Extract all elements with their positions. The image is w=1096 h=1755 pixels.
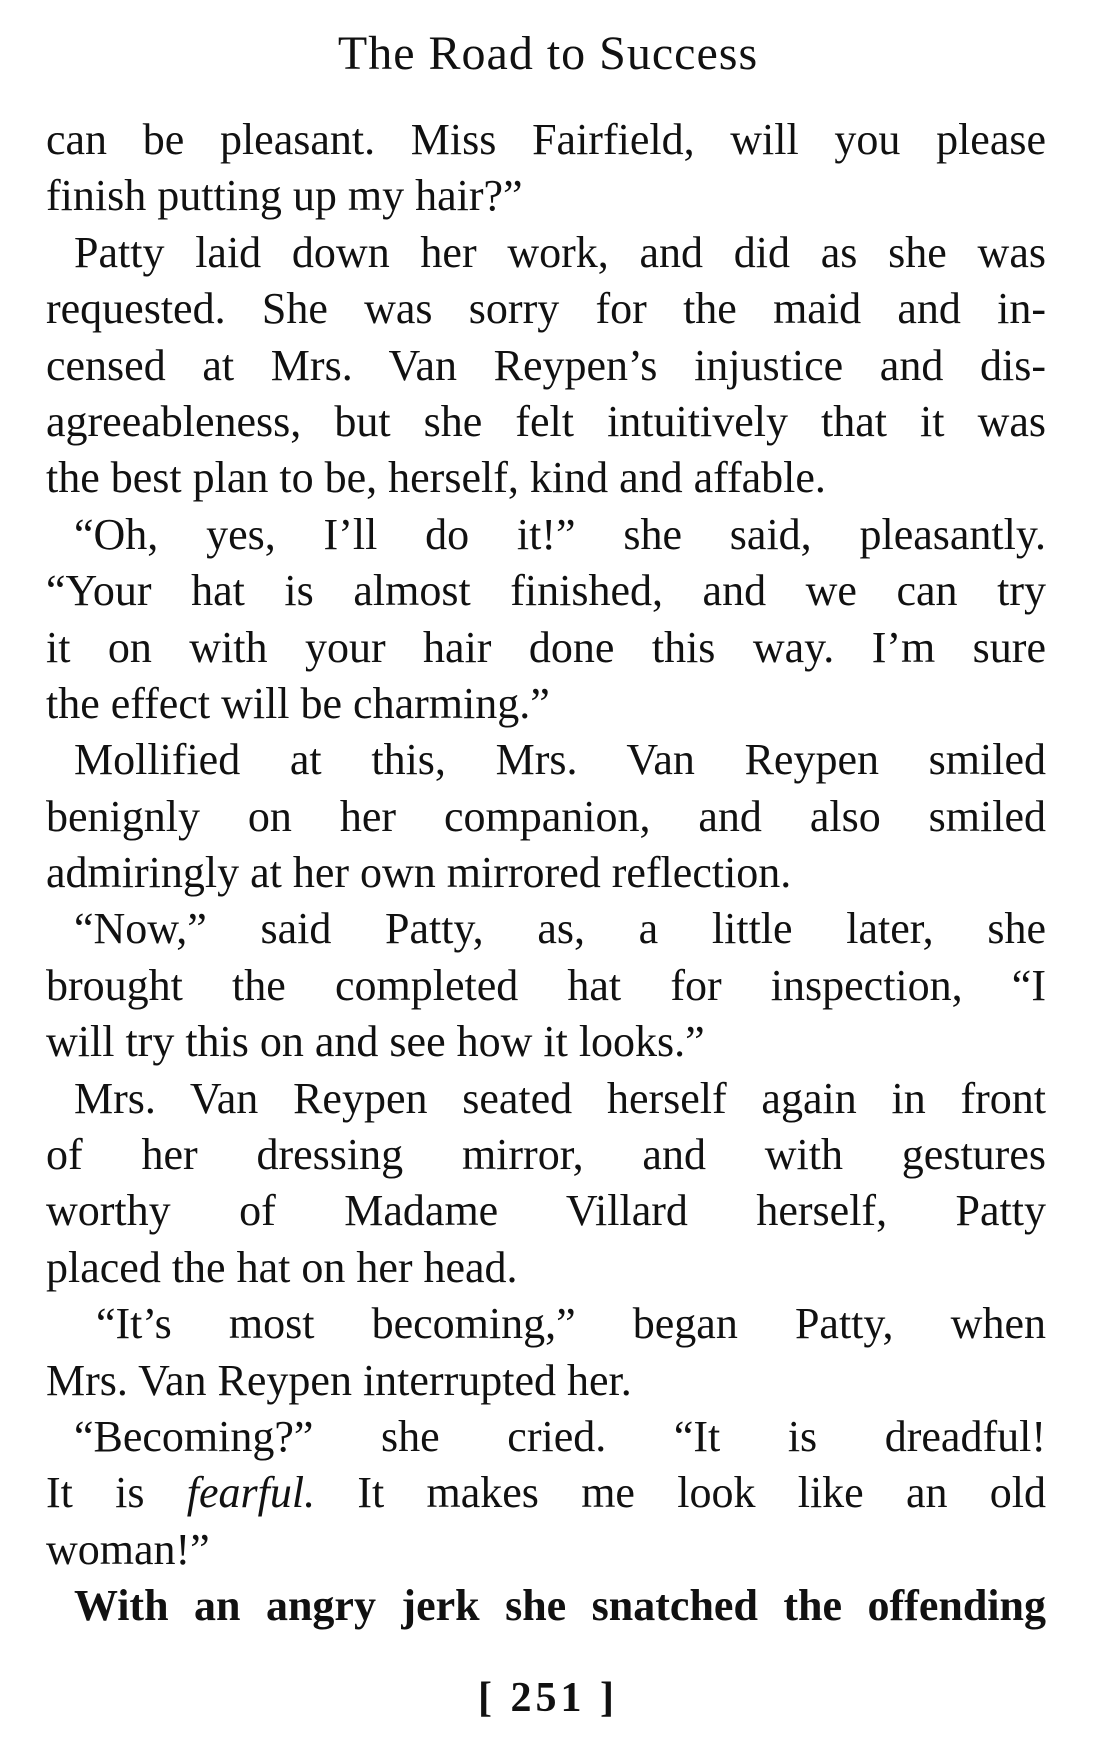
text-line: requested. She was sorry for the maid and in- — [46, 284, 1046, 334]
text-line: “Now,” said Patty, as, a little later, she — [74, 904, 1046, 954]
text-line: Mollified at this, Mrs. Van Reypen smiled — [74, 735, 1046, 785]
text-line: “Your hat is almost finished, and we can try — [46, 566, 1046, 616]
text-line: the effect will be charming.” — [46, 678, 550, 728]
page-number: [ 251 ] — [478, 1675, 618, 1721]
text-line: Mrs. Van Reypen interrupted her. — [46, 1355, 632, 1405]
text-line: worthy of Madame Villard herself, Patty — [46, 1186, 1046, 1236]
body-text — [46, 112, 1046, 1635]
text-line: can be pleasant. Miss Fairfield, will you please — [46, 115, 1046, 164]
running-head: The Road to Success — [337, 27, 759, 80]
text-line: finish putting up my hair?” — [46, 171, 523, 221]
text-line: “Becoming?” she cried. “It is dreadful! — [74, 1411, 1046, 1461]
text-line: woman!” — [46, 1524, 210, 1574]
text-line-with-italic: It is fearful. It makes me look like an old — [46, 1468, 1046, 1518]
text-line: Mrs. Van Reypen seated herself again in front — [74, 1073, 1046, 1123]
text-line: benignly on her companion, and also smiled — [46, 791, 1046, 841]
text-line: placed the hat on her head. — [46, 1242, 518, 1292]
text-line: the best plan to be, herself, kind and affable. — [46, 453, 826, 503]
text-line: agreeableness, but she felt intuitively that it was — [46, 396, 1046, 446]
text-line: brought the completed hat for inspection, “I — [46, 960, 1046, 1010]
text-line: of her dressing mirror, and with gestures — [46, 1130, 1046, 1180]
text-line: “It’s most becoming,” began Patty, when — [96, 1299, 1046, 1349]
text-line: admiringly at her own mirrored reflection. — [46, 848, 792, 898]
text-line: censed at Mrs. Van Reypen’s injustice and dis- — [46, 340, 1046, 390]
italic-word: fearful. — [186, 1468, 316, 1518]
text-line: With an angry jerk she snatched the offending — [74, 1581, 1046, 1631]
text-line: will try this on and see how it looks.” — [46, 1017, 705, 1067]
text-line: it on with your hair done this way. I’m sure — [46, 622, 1046, 672]
text-line: Patty laid down her work, and did as she was — [74, 227, 1046, 277]
text-line: “Oh, yes, I’ll do it!” she said, pleasantly. — [74, 509, 1046, 559]
